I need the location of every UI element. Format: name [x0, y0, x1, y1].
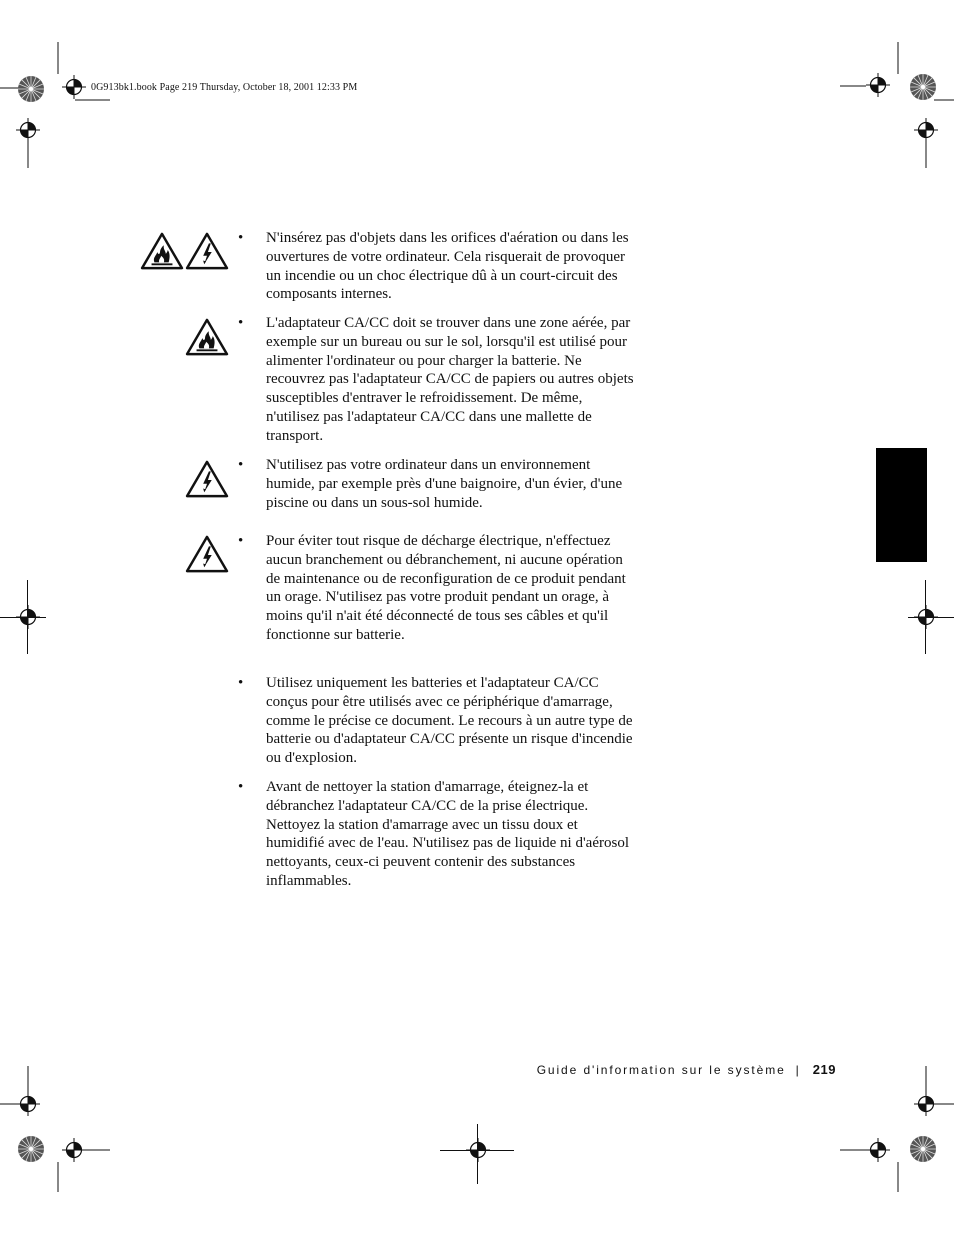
print-file-info: 0G913bk1.book Page 219 Thursday, October 18, 2001 12:33 PM [91, 82, 358, 93]
electric-shock-icon [185, 232, 229, 270]
registration-starburst-icon [908, 1134, 938, 1164]
guide-title: Guide d'information sur le système [536, 1063, 786, 1077]
page-number: 219 [812, 1062, 836, 1077]
safety-instruction-text: N'utilisez pas votre ordinateur dans un environnement humide, par exemple près d'une baignoire, d'un évier, d'une piscine ou dans un sous-sol humide. [266, 457, 623, 511]
registration-crosshair-icon [866, 1138, 890, 1162]
registration-crosshair-icon [16, 118, 40, 142]
registration-crosshair-icon [914, 1092, 938, 1116]
registration-crosshair-icon [866, 73, 890, 97]
section-thumb-tab [876, 448, 927, 562]
registration-starburst-icon [16, 1134, 46, 1164]
safety-instruction-text: L'adaptateur CA/CC doit se trouver dans une zone aérée, par exemple sur un bureau ou sur le sol, lorsqu'il est utilisé pour alimenter l'ordinateur ou pour charger la batterie. Ne recouvrez pas l'adaptateur CA/CC de papiers ou autres objets susceptibles d'entraver le refroidissement. De même, n'utilisez pas l'adaptateur CA/CC dans une mallette de transport. [266, 315, 634, 444]
electric-shock-icon [185, 535, 229, 573]
list-item [238, 674, 638, 770]
bullet: • [238, 230, 244, 246]
bullet: • [238, 315, 244, 331]
bullet: • [238, 533, 244, 549]
safety-instruction-text: Pour éviter tout risque de décharge électrique, n'effectuez aucun branchement ou débranchement, ni aucune opération de maintenance ou de reconfiguration de ce produit pendant un orage. N'utilisez pas votre produit pendant un orage, à moins qu'il n'ait été déconnecté de tous ses câbles et qu'il fonctionne sur batterie. [266, 533, 626, 643]
bullet: • [238, 457, 244, 473]
footer-separator: | [795, 1063, 799, 1077]
crop-mark-mid-left-h [0, 617, 46, 619]
safety-instruction-text: N'insérez pas d'objets dans les orifices d'aération ou dans les ouvertures de votre ordinateur. Cela risquerait de provoquer un incendie ou un choc électrique dû à un court-circuit des composants internes. [266, 230, 629, 303]
page-footer [537, 1062, 836, 1077]
registration-starburst-icon [16, 74, 46, 104]
crop-mark-bottom-center-v [477, 1124, 479, 1184]
registration-crosshair-icon [62, 75, 86, 99]
registration-crosshair-icon [914, 118, 938, 142]
list-item [238, 778, 638, 894]
bullet: • [238, 779, 244, 795]
safety-instruction-text: Avant de nettoyer la station d'amarrage, éteignez-la et débranchez l'adaptateur CA/CC de la prise électrique. Nettoyez la station d'amarrage avec un tissu doux et humidifié avec de l'eau. N'utilisez pas de liquide ni d'aérosol nettoyants, ceux-ci peuvent contenir des substances inflammables. [266, 779, 629, 889]
bullet: • [238, 675, 244, 691]
list-item [238, 314, 638, 448]
electric-shock-icon [185, 460, 229, 498]
fire-hazard-icon [185, 318, 229, 356]
list-item [238, 456, 638, 514]
fire-hazard-icon [140, 232, 184, 270]
registration-starburst-icon [908, 72, 938, 102]
registration-crosshair-icon [16, 1092, 40, 1116]
registration-crosshair-icon [62, 1138, 86, 1162]
crop-mark-mid-right-h [908, 617, 954, 619]
list-item [238, 532, 638, 666]
list-item [238, 229, 638, 305]
safety-instruction-text: Utilisez uniquement les batteries et l'adaptateur CA/CC conçus pour être utilisés avec ce périphérique d'amarrage, comme le précise ce document. Le recours à un autre type de batterie ou d'adaptateur CA/CC présente un risque d'incendie ou d'explosion. [266, 675, 633, 767]
